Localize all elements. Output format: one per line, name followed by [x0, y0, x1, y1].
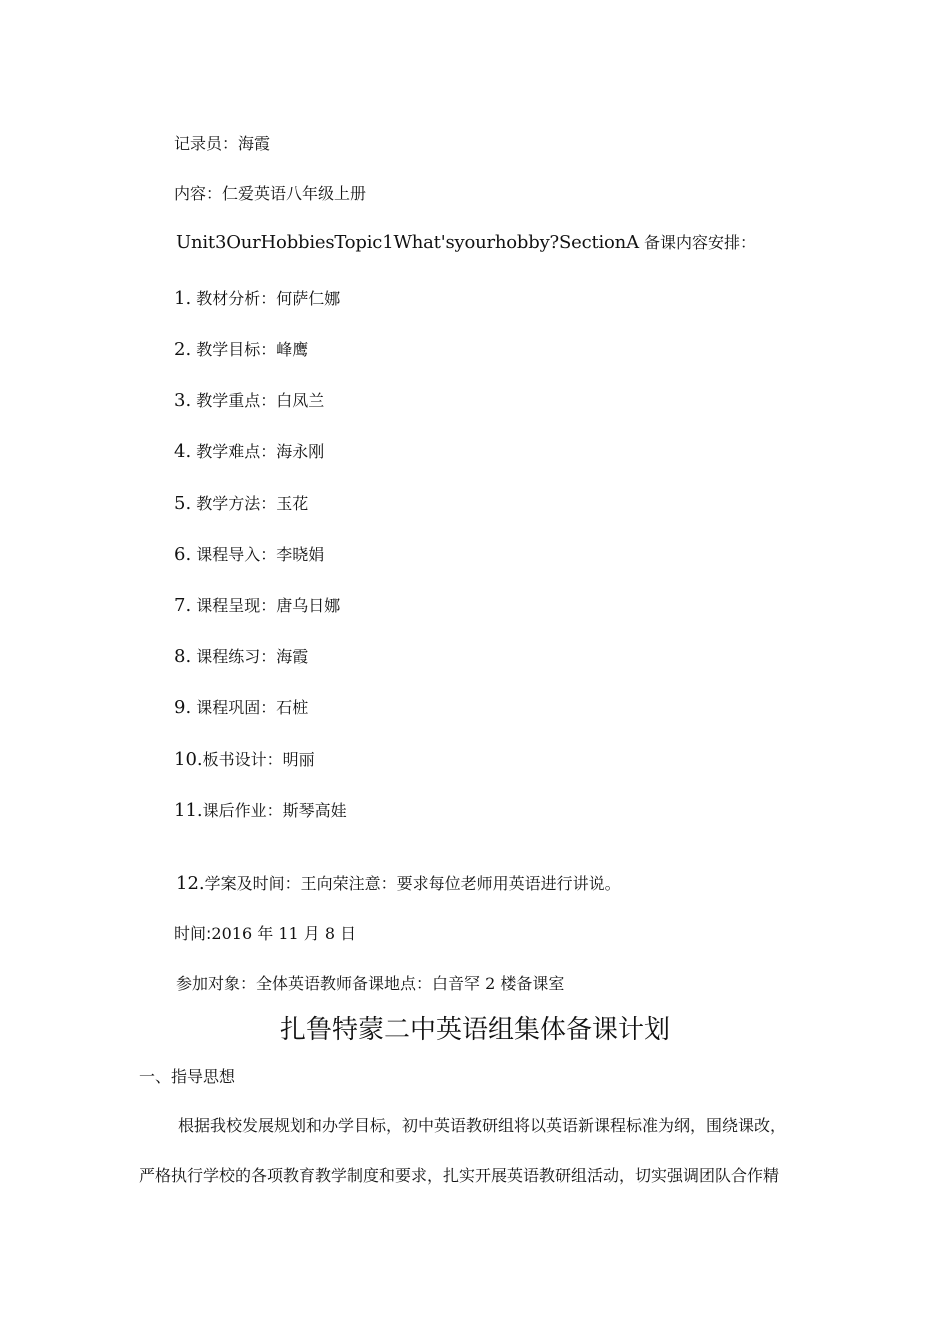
recorder-line: [174, 134, 270, 154]
list-item: [174, 289, 340, 309]
section-heading: 一、指导思想: [139, 1067, 236, 1086]
item-number: 6.: [174, 544, 192, 565]
participants-room: 楼备课室: [500, 974, 565, 993]
paragraph-line-1: 根据我校发展规划和办学目标，初中英语教研组将以英语新课程标准为纲，围绕课改，: [178, 1116, 787, 1135]
item-label: 课程练习：: [196, 647, 277, 666]
item-person: 李晓娟: [276, 545, 325, 564]
item-label: 教学重点：: [196, 391, 277, 410]
time-day-char: 日: [340, 924, 357, 943]
item-number: 3.: [174, 390, 192, 411]
item-label: 教学难点：: [196, 442, 277, 461]
unit-title: Unit3OurHobbiesTopic1What'syourhobby?SectionA: [176, 232, 639, 253]
item-person: 海霞: [276, 647, 309, 666]
item-label: 课后作业：: [202, 801, 283, 820]
list-item: [174, 647, 308, 667]
unit-arrangement-label: 备课内容安排：: [643, 233, 756, 252]
item-label: 课程呈现：: [196, 596, 277, 615]
item-person: 白凤兰: [276, 391, 325, 410]
recorder-name: 海霞: [238, 134, 271, 153]
item-number: 10.: [174, 749, 203, 770]
content-line: [174, 184, 366, 204]
time-year: 2016: [211, 924, 253, 943]
item-label: 课程巩固：: [196, 698, 277, 717]
time-month-char: 月: [303, 924, 320, 943]
item-number: 7.: [174, 595, 192, 616]
item-person: 何萨仁娜: [276, 289, 341, 308]
plan-title: 扎鲁特蒙二中英语组集体备课计划: [279, 1015, 670, 1045]
item-number: 4.: [174, 441, 192, 462]
item-number: 8.: [174, 646, 192, 667]
list-item: [174, 442, 324, 462]
list-item: [174, 340, 308, 360]
unit-line: [176, 233, 756, 253]
paragraph-line-2: 严格执行学校的各项教育教学制度和要求，扎实开展英语教研组活动，切实强调团队合作精: [139, 1166, 780, 1185]
time-label: 时间:: [174, 924, 212, 943]
participants-text: 参加对象：全体英语教师备课地点：白音罕: [176, 974, 481, 993]
list-item: [174, 698, 308, 718]
item-person: 王向荣注意：要求每位老师用英语进行讲说。: [300, 874, 621, 893]
item-person: 玉花: [276, 494, 309, 513]
item-label: 板书设计：: [202, 750, 283, 769]
list-item: [174, 545, 324, 565]
time-day: 8: [324, 924, 336, 943]
time-line: [174, 924, 356, 944]
content-value: 仁爱英语八年级上册: [222, 184, 367, 203]
list-item: [176, 874, 621, 894]
item-person: 海永刚: [276, 442, 325, 461]
content-label: 内容：: [174, 184, 223, 203]
item-number: 5.: [174, 493, 192, 514]
item-person: 斯琴高娃: [282, 801, 347, 820]
item-number: 1.: [174, 288, 192, 309]
item-person: 峰鹰: [276, 340, 309, 359]
participants-line: [176, 974, 564, 994]
list-item: [174, 494, 308, 514]
list-item: [174, 596, 340, 616]
item-label: 教学方法：: [196, 494, 277, 513]
recorder-label: 记录员：: [174, 134, 239, 153]
item-number: 9.: [174, 697, 192, 718]
time-month: 11: [278, 924, 299, 943]
item-person: 石桩: [276, 698, 309, 717]
item-number: 2.: [174, 339, 192, 360]
item-label: 课程导入：: [196, 545, 277, 564]
item-number: 12.: [176, 873, 205, 894]
list-item: [174, 801, 347, 821]
item-label: 教学目标：: [196, 340, 277, 359]
item-label: 教材分析：: [196, 289, 277, 308]
list-item: [174, 750, 315, 770]
item-person: 明丽: [282, 750, 315, 769]
participants-floor: 2: [485, 974, 496, 993]
list-item: [174, 391, 324, 411]
time-year-char: 年: [257, 924, 274, 943]
item-label: 学案及时间：: [204, 874, 301, 893]
item-person: 唐乌日娜: [276, 596, 341, 615]
item-number: 11.: [174, 800, 203, 821]
